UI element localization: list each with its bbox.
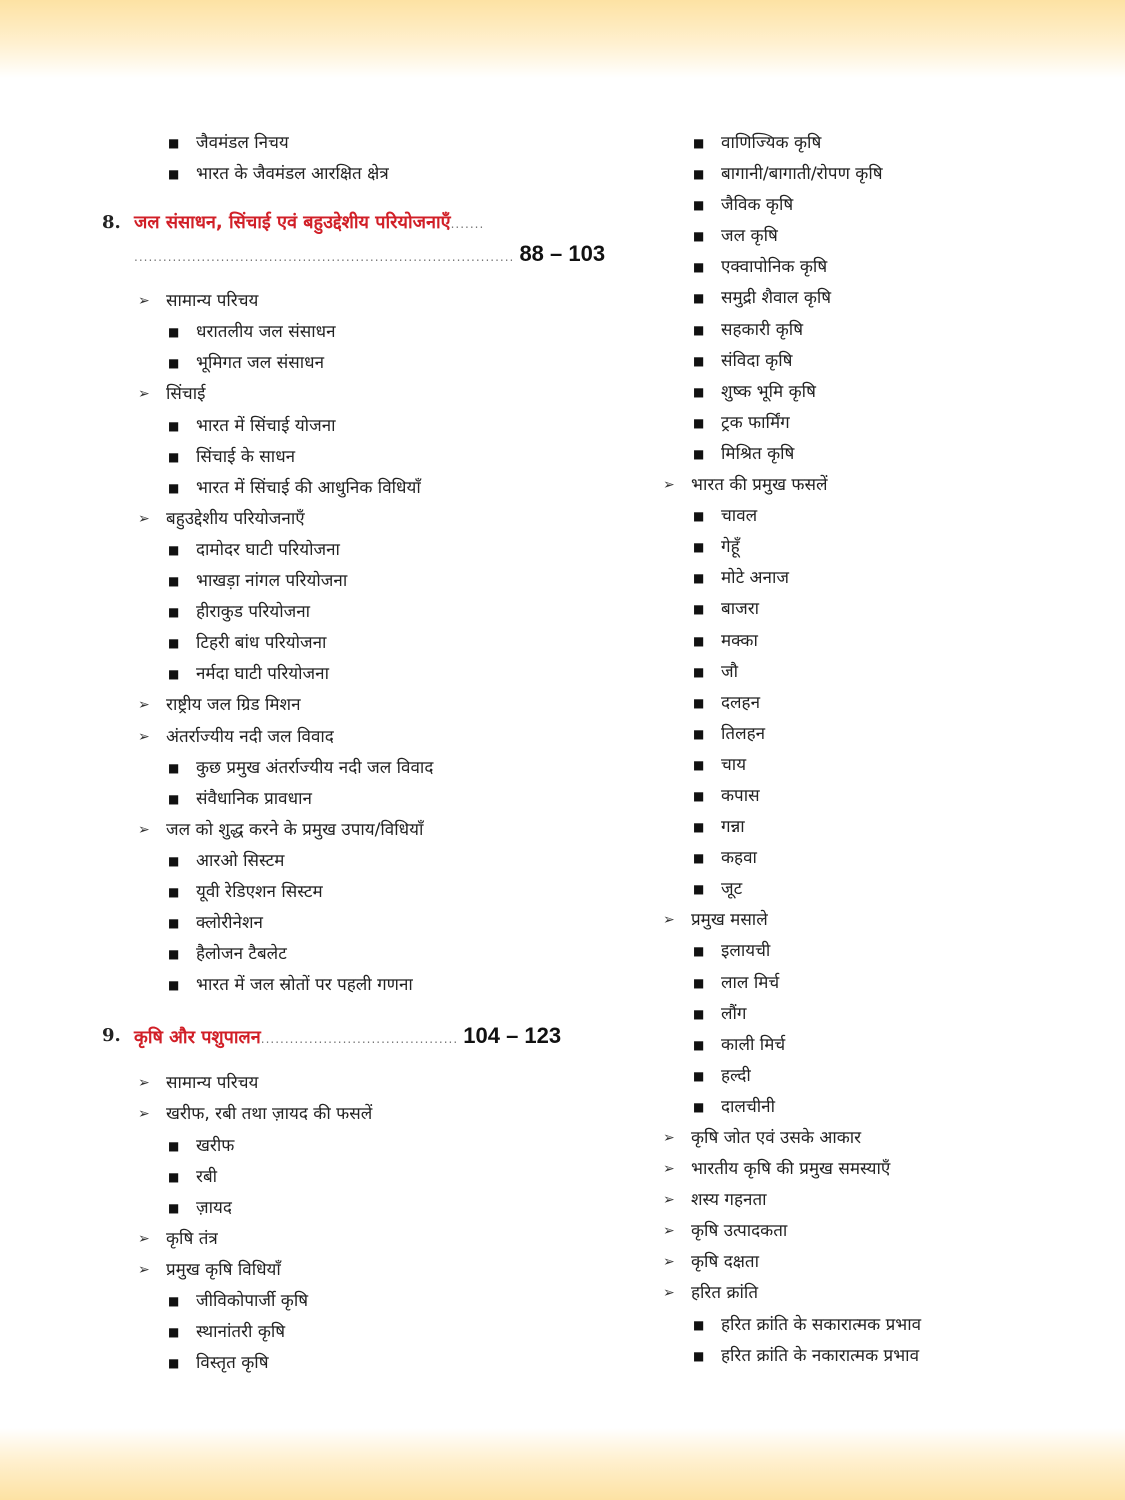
arrowhead-bullet-icon: ➢ [663, 1161, 675, 1178]
toc-item-label: कुछ प्रमुख अंतर्राज्यीय नदी जल विवाद [196, 757, 434, 778]
section-8-items [100, 286, 570, 1001]
arrowhead-bullet-icon: ➢ [138, 293, 150, 310]
square-bullet-icon: ■ [168, 1325, 180, 1340]
square-bullet-icon: ■ [168, 667, 180, 682]
toc-item-label: जीविकोपार्जी कृषि [196, 1291, 309, 1311]
square-bullet-icon: ■ [693, 291, 705, 306]
toc-item[interactable] [625, 1341, 1085, 1372]
toc-item[interactable] [100, 348, 570, 379]
toc-item[interactable] [625, 408, 1085, 439]
leader-dots: ......................................... [260, 1032, 459, 1047]
toc-item[interactable] [625, 283, 1085, 314]
square-bullet-icon: ■ [693, 633, 705, 648]
toc-item[interactable] [100, 1286, 570, 1317]
arrowhead-bullet-icon: ➢ [138, 510, 150, 527]
toc-item-label: कृषि जोत एवं उसके आकार [691, 1128, 862, 1148]
toc-item-label: धरातलीय जल संसाधन [196, 322, 336, 343]
square-bullet-icon: ■ [168, 636, 180, 651]
square-bullet-icon: ■ [168, 574, 180, 589]
toc-item[interactable] [625, 936, 1085, 967]
toc-subheading[interactable] [625, 1216, 1085, 1247]
toc-item-label: प्रमुख मसाले [691, 910, 768, 931]
toc-item[interactable] [625, 812, 1085, 843]
header-decor-band [0, 0, 1125, 78]
square-bullet-icon: ■ [693, 384, 705, 399]
toc-item-label: वाणिज्यिक कृषि [721, 133, 822, 153]
footer-decor-band [0, 1428, 1125, 1500]
toc-item[interactable] [625, 128, 1085, 159]
toc-item-label: भारत में सिंचाई की आधुनिक विधियाँ [196, 477, 421, 498]
toc-item-label: आरओ सिस्टम [196, 850, 285, 871]
toc-item-label: कहवा [721, 848, 757, 869]
section-9-items [100, 1068, 570, 1379]
toc-subheading[interactable] [625, 1123, 1085, 1154]
square-bullet-icon: ■ [168, 884, 180, 899]
toc-item[interactable] [100, 846, 570, 877]
arrowhead-bullet-icon: ➢ [138, 1106, 150, 1123]
square-bullet-icon: ■ [168, 449, 180, 464]
toc-item-label: कृषि उत्पादकता [691, 1221, 788, 1242]
toc-item[interactable] [625, 252, 1085, 283]
toc-item-label: सिंचाई के साधन [196, 446, 296, 467]
toc-item-label: टिहरी बांध परियोजना [196, 633, 327, 654]
toc-item-label: हल्दी [721, 1065, 751, 1086]
section-title: जल संसाधन, सिंचाई एवं बहुउद्देशीय परियोजनाएँ [134, 212, 451, 234]
toc-item-label: भारत में सिंचाई योजना [196, 415, 336, 436]
toc-item-label: भाखड़ा नांगल परियोजना [196, 571, 348, 592]
toc-item[interactable] [625, 563, 1085, 594]
square-bullet-icon: ■ [693, 1068, 705, 1083]
toc-item-label: विस्तृत कृषि [196, 1353, 269, 1374]
toc-item[interactable] [100, 659, 570, 690]
square-bullet-icon: ■ [168, 167, 180, 182]
toc-item[interactable] [625, 750, 1085, 781]
arrowhead-bullet-icon: ➢ [138, 1230, 150, 1247]
toc-item[interactable] [100, 939, 570, 970]
toc-subheading[interactable] [100, 690, 570, 721]
square-bullet-icon: ■ [168, 136, 180, 150]
toc-subheading[interactable] [625, 1278, 1085, 1309]
leader-dots: ............................................................................... [134, 250, 515, 265]
arrowhead-bullet-icon: ➢ [138, 821, 150, 838]
square-bullet-icon: ■ [693, 1099, 705, 1114]
toc-subheading[interactable] [625, 1185, 1085, 1216]
square-bullet-icon: ■ [168, 605, 180, 620]
toc-item-label: भारत के जैवमंडल आरक्षित क्षेत्र [196, 164, 389, 185]
square-bullet-icon: ■ [693, 757, 705, 772]
square-bullet-icon: ■ [693, 509, 705, 524]
square-bullet-icon: ■ [693, 1348, 705, 1363]
square-bullet-icon: ■ [168, 418, 180, 433]
toc-item-label: मक्का [721, 630, 758, 651]
toc-item[interactable] [625, 843, 1085, 874]
toc-item-label: प्रमुख कृषि विधियाँ [166, 1259, 281, 1280]
toc-item-label: मिश्रित कृषि [721, 443, 795, 464]
left-column [100, 128, 606, 1379]
toc-item-label: भारत में जल स्रोतों पर पहली गणना [196, 975, 413, 996]
toc-item-label: गन्ना [721, 817, 745, 838]
right-items-list [625, 128, 1085, 1372]
square-bullet-icon: ■ [168, 1356, 180, 1371]
toc-item-label: शस्य गहनता [691, 1190, 767, 1211]
arrowhead-bullet-icon: ➢ [663, 1192, 675, 1209]
toc-item[interactable] [100, 411, 570, 442]
toc-item[interactable] [100, 1162, 570, 1193]
toc-item[interactable] [625, 1030, 1085, 1061]
toc-subheading[interactable] [100, 1255, 570, 1286]
toc-item[interactable] [100, 753, 570, 784]
toc-item-label: कृषि तंत्र [166, 1228, 218, 1249]
square-bullet-icon: ■ [693, 1006, 705, 1021]
toc-item[interactable] [625, 781, 1085, 812]
toc-item[interactable] [625, 190, 1085, 221]
toc-item[interactable] [625, 1061, 1085, 1092]
toc-item[interactable] [100, 159, 570, 190]
toc-item-label: तिलहन [721, 723, 766, 744]
toc-item[interactable] [100, 566, 570, 597]
arrowhead-bullet-icon: ➢ [663, 912, 675, 929]
toc-item-label: काली मिर्च [721, 1034, 786, 1055]
toc-item-label: क्लोरीनेशन [196, 913, 263, 934]
toc-item-label: समुद्री शैवाल कृषि [721, 288, 832, 309]
toc-item-label: अंतर्राज्यीय नदी जल विवाद [166, 726, 334, 747]
arrowhead-bullet-icon: ➢ [138, 697, 150, 714]
toc-item-label: हीराकुड परियोजना [196, 602, 311, 623]
toc-subheading[interactable] [100, 1099, 570, 1130]
toc-item[interactable] [625, 626, 1085, 657]
section-8-heading[interactable] [100, 208, 606, 272]
toc-item-label: सिंचाई [166, 384, 206, 405]
square-bullet-icon: ■ [693, 851, 705, 866]
square-bullet-icon: ■ [168, 1294, 180, 1308]
toc-item[interactable] [100, 1317, 570, 1348]
toc-item-label: हरित क्रांति [691, 1283, 759, 1304]
square-bullet-icon: ■ [693, 571, 705, 586]
toc-item-label: जल को शुद्ध करने के प्रमुख उपाय/विधियाँ [166, 819, 424, 840]
toc-item[interactable] [100, 1193, 570, 1224]
toc-item[interactable] [100, 970, 570, 1001]
toc-item[interactable] [100, 597, 570, 628]
toc-item-label: कृषि दक्षता [691, 1252, 759, 1273]
arrowhead-bullet-icon: ➢ [138, 386, 150, 403]
toc-item-label: जैविक कृषि [721, 195, 794, 216]
toc-item[interactable] [625, 377, 1085, 408]
toc-item-label: दालचीनी [721, 1096, 775, 1117]
square-bullet-icon: ■ [693, 229, 705, 244]
square-bullet-icon: ■ [693, 198, 705, 213]
top-items-list [100, 128, 570, 190]
toc-subheading[interactable] [100, 722, 570, 753]
toc-item-label: संवैधानिक प्रावधान [196, 788, 312, 809]
square-bullet-icon: ■ [693, 353, 705, 368]
toc-subheading[interactable] [100, 504, 570, 535]
toc-item-label: हैलोजन टैबलेट [196, 944, 287, 965]
section-number: 9. [102, 1025, 121, 1047]
square-bullet-icon: ■ [693, 1037, 705, 1052]
toc-item[interactable] [100, 128, 570, 159]
square-bullet-icon: ■ [693, 820, 705, 835]
toc-item[interactable] [625, 159, 1085, 190]
toc-item-label: हरित क्रांति के नकारात्मक प्रभाव [721, 1345, 920, 1366]
square-bullet-icon: ■ [693, 975, 705, 990]
toc-item-label: एक्वापोनिक कृषि [721, 257, 828, 278]
toc-item[interactable] [625, 315, 1085, 346]
toc-item-label: खरीफ [196, 1135, 235, 1156]
toc-item-label: सामान्य परिचय [166, 1073, 259, 1094]
toc-item[interactable] [625, 968, 1085, 999]
toc-item-label: रबी [196, 1166, 218, 1187]
toc-item-label: शुष्क भूमि कृषि [721, 381, 816, 402]
toc-item-label: चावल [721, 506, 758, 527]
toc-item-label: बागानी/बागाती/रोपण कृषि [721, 164, 883, 185]
toc-subheading[interactable] [100, 815, 570, 846]
toc-item-label: यूवी रेडिएशन सिस्टम [196, 881, 323, 902]
arrowhead-bullet-icon: ➢ [663, 1285, 675, 1302]
square-bullet-icon: ■ [693, 540, 705, 555]
toc-item-label: लौंग [721, 1003, 747, 1024]
square-bullet-icon: ■ [168, 1138, 180, 1153]
section-9-heading[interactable] [100, 1021, 570, 1054]
square-bullet-icon: ■ [168, 1169, 180, 1184]
toc-item[interactable] [625, 221, 1085, 252]
toc-item-label: खरीफ, रबी तथा ज़ायद की फसलें [166, 1104, 373, 1125]
toc-item[interactable] [625, 874, 1085, 905]
toc-item[interactable] [100, 908, 570, 939]
toc-item-label: दामोदर घाटी परियोजना [196, 539, 340, 560]
square-bullet-icon: ■ [693, 322, 705, 337]
arrowhead-bullet-icon: ➢ [663, 1223, 675, 1240]
arrowhead-bullet-icon: ➢ [138, 728, 150, 745]
toc-item-label: नर्मदा घाटी परियोजना [196, 664, 329, 685]
leader-dots: ....... [450, 217, 485, 232]
toc-item-label: सहकारी कृषि [721, 319, 804, 340]
toc-item[interactable] [100, 535, 570, 566]
toc-item-label: भूमिगत जल संसाधन [196, 353, 325, 374]
square-bullet-icon: ■ [168, 480, 180, 495]
toc-subheading[interactable] [625, 470, 1085, 501]
arrowhead-bullet-icon: ➢ [663, 477, 675, 494]
square-bullet-icon: ■ [168, 853, 180, 868]
section-page-range: 104 – 123 [463, 1023, 562, 1049]
toc-subheading[interactable] [625, 905, 1085, 936]
toc-item-label: गेहूँ [721, 537, 740, 558]
square-bullet-icon: ■ [168, 916, 180, 931]
toc-item[interactable] [100, 628, 570, 659]
square-bullet-icon: ■ [168, 356, 180, 371]
section-title: कृषि और पशुपालन [134, 1027, 261, 1049]
toc-item-label: संविदा कृषि [721, 350, 793, 371]
toc-item-label: बहुउद्देशीय परियोजनाएँ [166, 508, 305, 529]
toc-item-label: इलायची [721, 941, 771, 962]
square-bullet-icon: ■ [693, 726, 705, 741]
toc-subheading[interactable] [625, 1247, 1085, 1278]
toc-item[interactable] [100, 473, 570, 504]
toc-item-label: हरित क्रांति के सकारात्मक प्रभाव [721, 1314, 922, 1335]
toc-item[interactable] [625, 346, 1085, 377]
arrowhead-bullet-icon: ➢ [663, 1254, 675, 1271]
toc-item[interactable] [625, 657, 1085, 688]
toc-subheading[interactable] [100, 379, 570, 410]
square-bullet-icon: ■ [693, 415, 705, 430]
toc-item-label: सामान्य परिचय [166, 291, 259, 312]
toc-item[interactable] [625, 1310, 1085, 1341]
toc-subheading[interactable] [100, 1068, 570, 1099]
square-bullet-icon: ■ [168, 325, 180, 340]
square-bullet-icon: ■ [693, 136, 705, 150]
toc-item-label: चाय [721, 754, 747, 775]
square-bullet-icon: ■ [168, 947, 180, 962]
toc-item-label: कपास [721, 785, 760, 806]
section-page-range: 88 – 103 [519, 241, 606, 267]
square-bullet-icon: ■ [693, 944, 705, 959]
square-bullet-icon: ■ [693, 664, 705, 679]
toc-item[interactable] [100, 1348, 570, 1379]
square-bullet-icon: ■ [693, 260, 705, 275]
toc-item[interactable] [625, 594, 1085, 625]
toc-item-label: भारत की प्रमुख फसलें [691, 475, 828, 496]
toc-item[interactable] [100, 784, 570, 815]
square-bullet-icon: ■ [168, 1200, 180, 1215]
toc-item-label: स्थानांतरी कृषि [196, 1322, 286, 1343]
square-bullet-icon: ■ [693, 1317, 705, 1332]
toc-item-label: भारतीय कृषि की प्रमुख समस्याएँ [691, 1159, 891, 1180]
square-bullet-icon: ■ [168, 760, 180, 775]
toc-item-label: राष्ट्रीय जल ग्रिड मिशन [166, 695, 301, 716]
toc-item[interactable] [625, 999, 1085, 1030]
square-bullet-icon: ■ [693, 695, 705, 710]
toc-item[interactable] [625, 719, 1085, 750]
toc-item-label: ज़ायद [196, 1197, 232, 1218]
toc-item[interactable] [625, 439, 1085, 470]
toc-item[interactable] [625, 1092, 1085, 1123]
square-bullet-icon: ■ [693, 602, 705, 617]
toc-item-label: मोटे अनाज [721, 568, 789, 589]
square-bullet-icon: ■ [168, 791, 180, 806]
square-bullet-icon: ■ [693, 167, 705, 182]
toc-item[interactable] [100, 442, 570, 473]
square-bullet-icon: ■ [693, 788, 705, 803]
right-column [625, 128, 1085, 1372]
toc-item[interactable] [625, 532, 1085, 563]
toc-subheading[interactable] [100, 286, 570, 317]
toc-subheading[interactable] [100, 1224, 570, 1255]
toc-item-label: दलहन [721, 692, 761, 713]
square-bullet-icon: ■ [168, 978, 180, 993]
toc-item[interactable] [625, 501, 1085, 532]
toc-item-label: बाजरा [721, 599, 760, 620]
section-number: 8. [102, 212, 121, 234]
square-bullet-icon: ■ [168, 542, 180, 557]
toc-item-label: जूट [721, 879, 743, 900]
toc-item[interactable] [100, 317, 570, 348]
toc-item-label: जैवमंडल निचय [196, 133, 289, 153]
arrowhead-bullet-icon: ➢ [138, 1075, 150, 1092]
toc-item[interactable] [100, 1131, 570, 1162]
toc-item-label: जौ [721, 661, 739, 682]
toc-item[interactable] [100, 877, 570, 908]
toc-item[interactable] [625, 688, 1085, 719]
arrowhead-bullet-icon: ➢ [138, 1261, 150, 1278]
toc-item-label: लाल मिर्च [721, 972, 780, 993]
toc-item-label: ट्रक फार्मिंग [721, 412, 790, 433]
square-bullet-icon: ■ [693, 446, 705, 461]
toc-item-label: जल कृषि [721, 226, 778, 247]
toc-subheading[interactable] [625, 1154, 1085, 1185]
square-bullet-icon: ■ [693, 882, 705, 897]
arrowhead-bullet-icon: ➢ [663, 1130, 675, 1146]
